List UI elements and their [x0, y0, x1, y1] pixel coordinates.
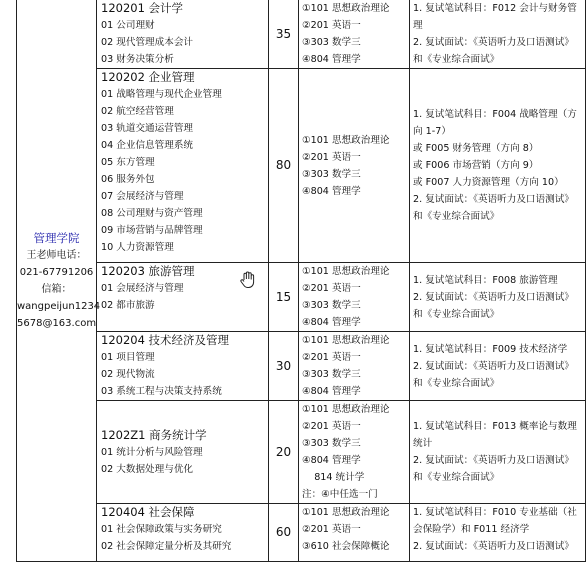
table-row [17, 69, 586, 263]
note-line: 1. 复试笔试科目：F009 技术经济学 [413, 343, 568, 355]
note-line: 或 F005 财务管理（方向 8） [413, 143, 539, 154]
table-row [17, 401, 586, 504]
direction-item: 03 轨道交通运营管理 [101, 123, 194, 134]
notes-cell [410, 401, 586, 504]
direction-item: 01 战略管理与现代企业管理 [101, 89, 222, 100]
major-title: 120201 会计学 [101, 1, 184, 15]
direction-item: 01 项目管理 [101, 352, 155, 363]
note-line: 2. 复试面试：《英语听力及口语测试》和《专业综合面试》 [413, 194, 574, 222]
exam-note: 注：④中任选一门 [302, 489, 378, 500]
direction-item: 02 现代物流 [101, 369, 155, 380]
exam-subject: 814 统计学 [302, 472, 365, 483]
enrollment-count: 15 [269, 263, 299, 332]
exam-subject: ④804 管理学 [302, 185, 361, 197]
exam-subject: ③303 数学三 [302, 369, 361, 380]
exam-subject: ③303 数学三 [302, 168, 361, 180]
note-line: 1. 复试笔试科目：F010 专业基础（社会保险学）和 F011 经济学 [413, 507, 577, 535]
email-line-2: 5678@163.com [17, 317, 97, 329]
enrollment-count: 60 [269, 504, 299, 562]
exam-subject: ④804 管理学 [302, 455, 361, 466]
exam-subject: ①101 思想政治理论 [302, 266, 390, 277]
direction-item: 09 市场营销与品牌管理 [101, 225, 203, 236]
notes-cell [410, 69, 586, 263]
department-cell [17, 0, 101, 562]
exam-subject: ①101 思想政治理论 [302, 404, 390, 415]
enrollment-count: 80 [269, 69, 299, 263]
major-title: 120404 社会保障 [101, 505, 195, 519]
direction-item: 06 服务外包 [101, 174, 155, 185]
exam-subject: ②201 英语一 [302, 151, 361, 163]
exam-subjects-cell [299, 504, 410, 562]
direction-item: 05 东方管理 [101, 157, 155, 168]
enrollment-count: 20 [269, 401, 299, 504]
exam-subject: ②201 英语一 [302, 20, 361, 31]
exam-subject: ②201 英语一 [302, 283, 361, 294]
direction-item: 02 都市旅游 [101, 300, 155, 311]
major-cell [97, 0, 269, 69]
note-line: 2. 复试面试：《英语听力及口语测试》 [413, 541, 574, 552]
note-line: 1. 复试笔试科目：F013 概率论与数理统计 [413, 421, 577, 449]
exam-subject: ③610 社会保障概论 [302, 541, 390, 552]
note-line: 1. 复试笔试科目：F004 战略管理（方向 1-7） [413, 109, 577, 137]
direction-item: 03 系统工程与决策支持系统 [101, 386, 222, 397]
department-name[interactable]: 管理学院 [33, 230, 80, 245]
notes-cell [410, 263, 586, 332]
major-cell [97, 69, 269, 263]
note-line: 2. 复试面试：《英语听力及口语测试》和《专业综合面试》 [413, 360, 574, 389]
direction-item: 01 统计分析与风险管理 [101, 446, 203, 458]
note-line: 2. 复试面试：《英语听力及口语测试》和《专业综合面试》 [413, 291, 574, 320]
exam-subjects-cell [299, 401, 410, 504]
enrollment-count: 35 [269, 0, 299, 69]
exam-subject: ③303 数学三 [302, 37, 361, 48]
direction-item: 10 人力资源管理 [101, 242, 174, 253]
fax-label: 信箱： [41, 283, 72, 295]
direction-item: 04 企业信息管理系统 [101, 140, 194, 151]
exam-subject: ③303 数学三 [302, 438, 361, 449]
major-title: 120202 企业管理 [101, 70, 195, 84]
major-title: 120203 旅游管理 [101, 264, 195, 278]
exam-subjects-cell [299, 69, 410, 263]
notes-cell [410, 0, 586, 69]
exam-subject: ①101 思想政治理论 [302, 3, 390, 14]
contact-label: 王老师电话： [26, 249, 87, 261]
exam-subject: ①101 思想政治理论 [302, 134, 390, 146]
table-row [17, 504, 586, 562]
direction-item: 03 财务决策分析 [101, 54, 174, 65]
exam-subject: ②201 英语一 [302, 524, 361, 535]
admissions-table [16, 0, 586, 562]
email-line-1: wangpeijun1234 [17, 300, 101, 312]
exam-subject: ③303 数学三 [302, 300, 361, 311]
note-line: 2. 复试面试：《英语听力及口语测试》和《专业综合面试》 [413, 455, 574, 483]
direction-item: 02 大数据处理与优化 [101, 463, 194, 475]
direction-item: 02 航空经营管理 [101, 106, 174, 117]
exam-subject: ①101 思想政治理论 [302, 507, 390, 518]
note-line: 1. 复试笔试科目：F012 会计与财务管理 [413, 3, 577, 31]
table-row [17, 263, 586, 332]
direction-item: 01 会展经济与管理 [101, 283, 184, 294]
note-line: 2. 复试面试：《英语听力及口语测试》和《专业综合面试》 [413, 37, 574, 65]
direction-item: 08 公司理财与资产管理 [101, 208, 203, 219]
note-line: 1. 复试笔试科目：F008 旅游管理 [413, 274, 558, 286]
direction-item: 01 社会保障政策与实务研究 [101, 524, 222, 535]
notes-cell [410, 504, 586, 562]
direction-item: 01 公司理财 [101, 20, 155, 31]
direction-item: 07 会展经济与管理 [101, 191, 184, 202]
note-line: 或 F007 人力资源管理（方向 10） [413, 177, 564, 188]
major-title: 1202Z1 商务统计学 [101, 427, 207, 442]
table-row [17, 332, 586, 401]
contact-phone: 021-67791206 [19, 266, 94, 278]
exam-subject: ②201 英语一 [302, 352, 361, 363]
hand-cursor-icon [238, 270, 258, 290]
major-cell [97, 332, 269, 401]
exam-subjects-cell [299, 0, 410, 69]
exam-subjects-cell [299, 263, 410, 332]
major-title: 120204 技术经济及管理 [101, 333, 230, 347]
notes-cell [410, 332, 586, 401]
exam-subject: ④804 管理学 [302, 386, 361, 397]
exam-subjects-cell [299, 332, 410, 401]
exam-subject: ④804 管理学 [302, 54, 361, 65]
table-row [17, 0, 586, 69]
major-cell [97, 504, 269, 562]
exam-subject: ②201 英语一 [302, 421, 361, 432]
exam-subject: ①101 思想政治理论 [302, 335, 390, 346]
note-line: 或 F006 市场营销（方向 9） [413, 160, 539, 171]
exam-subject: ④804 管理学 [302, 317, 361, 328]
direction-item: 02 现代管理成本会计 [101, 37, 194, 48]
enrollment-count: 30 [269, 332, 299, 401]
major-cell [97, 401, 269, 504]
direction-item: 02 社会保障定量分析及其研究 [101, 541, 232, 552]
